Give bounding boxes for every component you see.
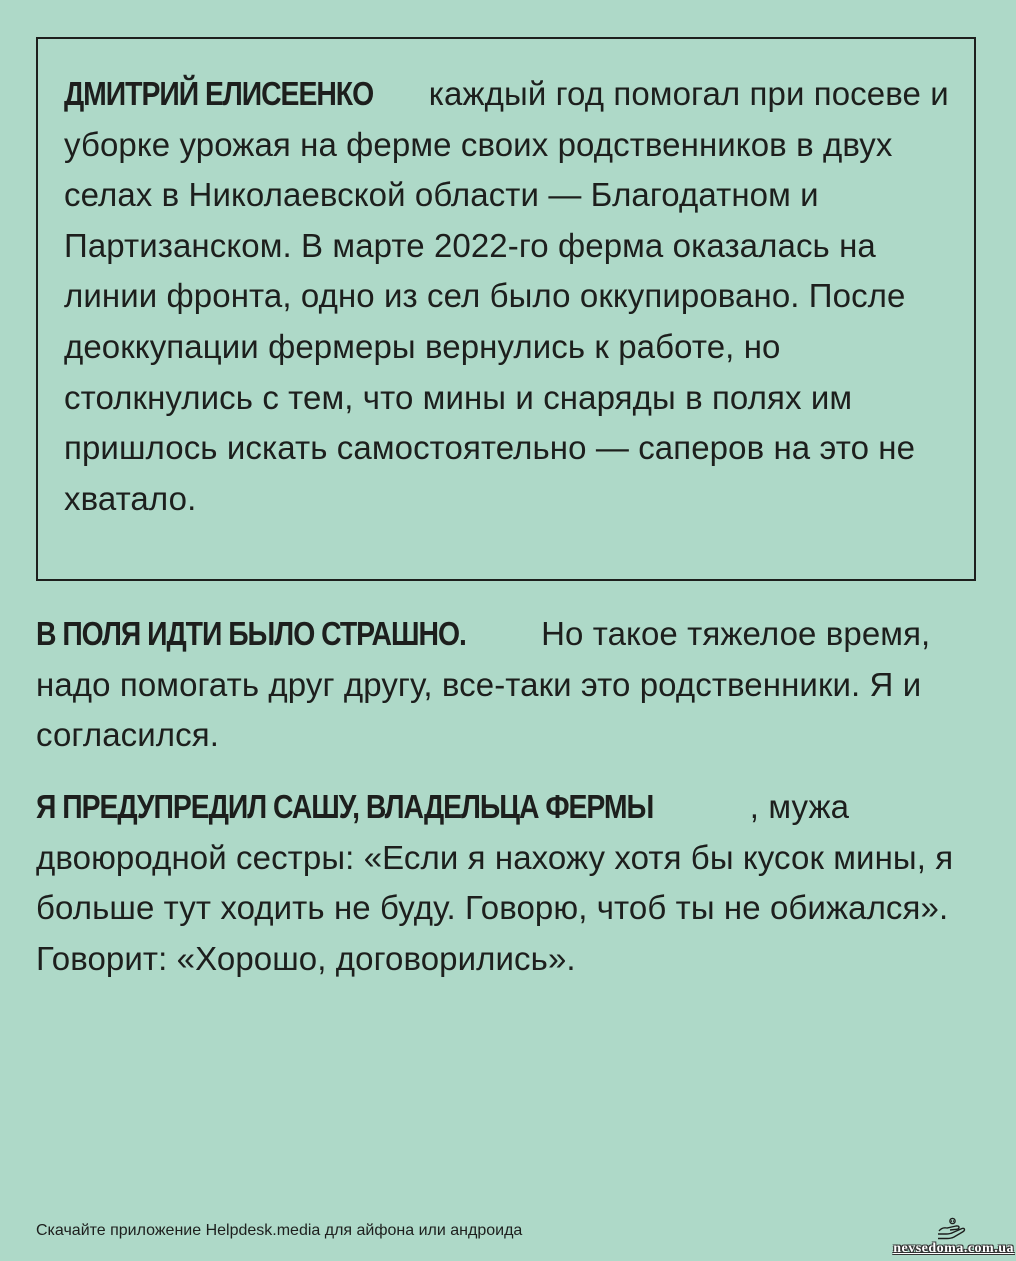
paragraph-2 [36,609,986,761]
watermark-link[interactable]: nevsedoma.com.ua [893,1241,1014,1256]
footer-download-text: Скачайте приложение Helpdesk.media для айфона или андроида [36,1222,523,1239]
paragraph-3 [36,782,986,984]
helpdesk-logo-icon [936,1217,966,1241]
paragraph-3-lead: Я ПРЕДУПРЕДИЛ САШУ, ВЛАДЕЛЬЦА ФЕРМЫ [36,788,654,825]
intro-lead: ДМИТРИЙ ЕЛИСЕЕНКО [64,75,374,112]
paragraph-2-text: Но такое тяжелое время, надо помогать друг другу, все-таки это родственники. Я и согласился. [36,615,931,754]
intro-paragraph [64,69,954,524]
paragraph-2-lead: В ПОЛЯ ИДТИ БЫЛО СТРАШНО. [36,615,466,652]
intro-box [36,37,976,581]
paragraph-3-text: , мужа двоюродной сестры: «Если я нахожу хотя бы кусок мины, я больше тут ходить не буду. Говорю, чтоб ты не обижался». Говорит: «Хорошо, договорились». [36,788,954,977]
intro-text: каждый год помогал при посеве и уборке урожая на ферме своих родственников в двух селах в Николаевской области — Благодатном и Партизанском. В марте 2022-го ферма оказалась на линии фронта, одно из сел было оккупировано. После деоккупации фермеры вернулись к работе, но столкнулись с тем, что мины и снаряды в полях им пришлось искать самостоятельно — саперов на это не хватало. [64,75,949,517]
